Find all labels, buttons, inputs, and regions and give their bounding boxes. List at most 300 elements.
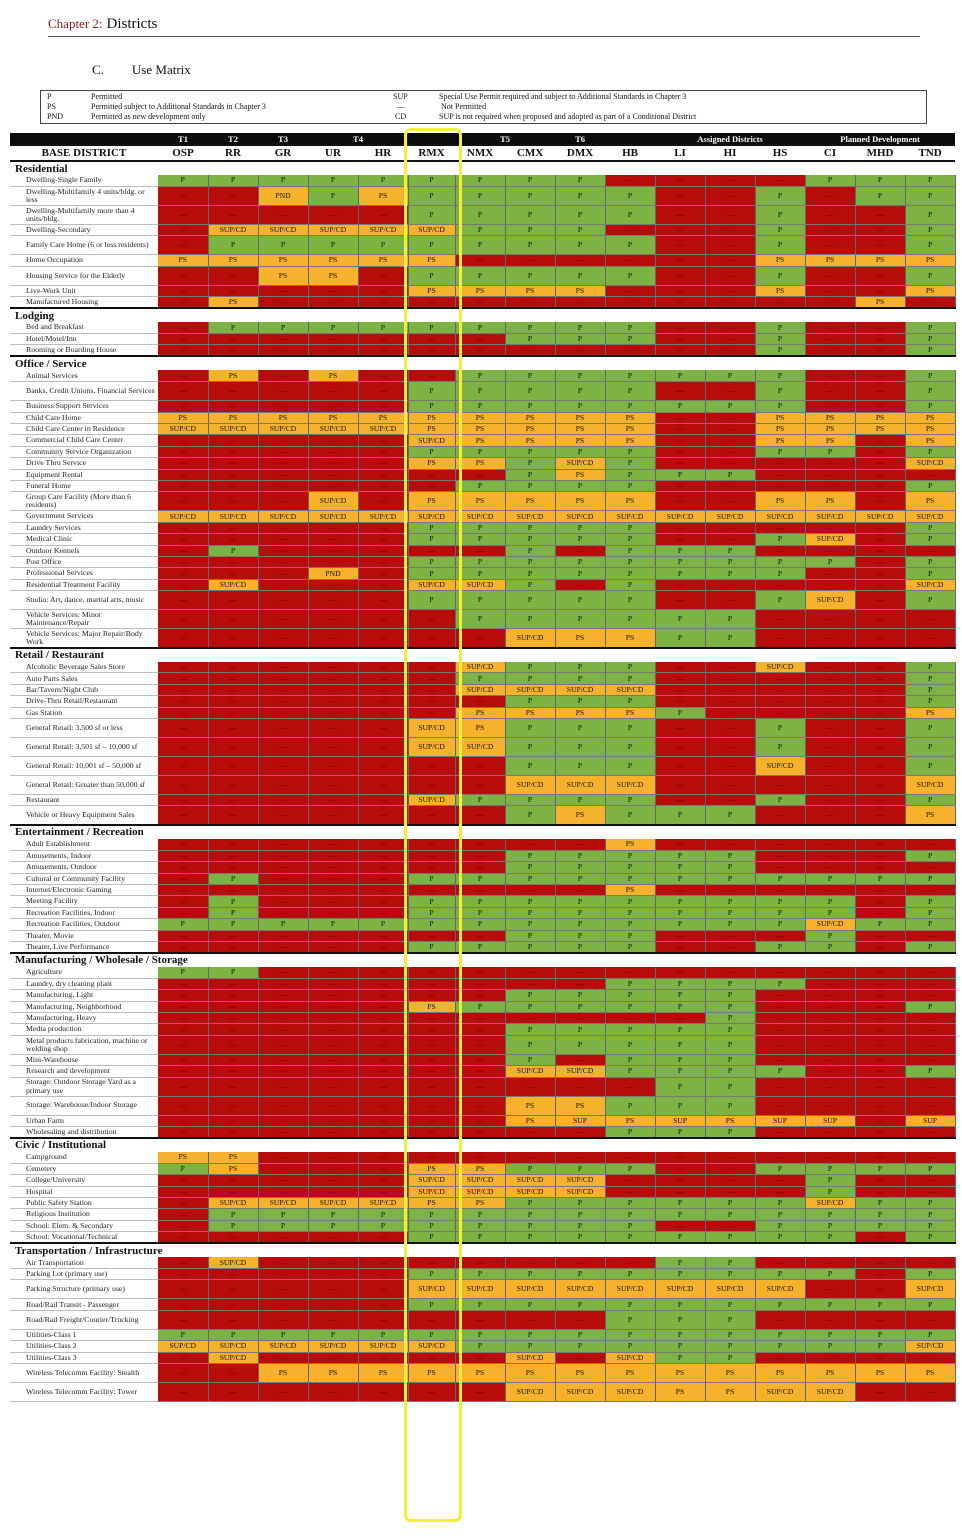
permission-cell: P	[605, 1001, 655, 1012]
permission-cell: P	[755, 236, 805, 255]
use-label: Religious Institution	[10, 1209, 158, 1220]
permission-cell: —	[208, 707, 258, 718]
permission-cell: P	[505, 1035, 555, 1054]
permission-cell: —	[158, 907, 208, 918]
permission-cell: —	[855, 1310, 905, 1329]
permission-cell: P	[555, 205, 605, 224]
permission-cell: P	[705, 1341, 755, 1352]
permission-cell: —	[158, 1383, 208, 1402]
permission-cell: P	[555, 990, 605, 1001]
permission-cell: P	[905, 1220, 955, 1231]
permission-cell: P	[905, 333, 955, 344]
permission-cell: P	[655, 370, 705, 381]
permission-cell: P	[358, 1220, 408, 1231]
permission-cell: —	[655, 266, 705, 285]
permission-cell: PS	[855, 412, 905, 423]
permission-cell: —	[555, 1013, 605, 1024]
permission-cell: P	[755, 719, 805, 738]
permission-cell: P	[705, 1257, 755, 1268]
permission-cell: P	[605, 469, 655, 480]
permission-cell: P	[655, 862, 705, 873]
permission-cell: SUP/CD	[805, 534, 855, 545]
permission-cell: —	[805, 967, 855, 978]
permission-cell: —	[705, 322, 755, 333]
permission-cell: —	[258, 1175, 308, 1186]
use-label: Theater, Live Performance	[10, 941, 158, 953]
permission-cell: —	[605, 345, 655, 357]
permission-cell: —	[258, 1163, 308, 1174]
permission-cell: P	[505, 236, 555, 255]
permission-cell: SUP/CD	[358, 1198, 408, 1209]
permission-cell: —	[805, 333, 855, 344]
permission-cell: —	[158, 1209, 208, 1220]
permission-cell: P	[705, 610, 755, 629]
permission-cell: —	[308, 629, 358, 648]
permission-cell: P	[505, 175, 555, 186]
use-row	[10, 1163, 955, 1174]
use-label: Vehicle or Heavy Equipment Sales	[10, 806, 158, 825]
use-row	[10, 673, 955, 684]
permission-cell: P	[258, 236, 308, 255]
permission-cell: —	[208, 1054, 258, 1065]
permission-cell: —	[505, 1077, 555, 1096]
permission-cell: —	[455, 629, 505, 648]
permission-cell: PS	[605, 412, 655, 423]
permission-cell: —	[655, 719, 705, 738]
legend-text: SUP is not required when proposed and adopted as part of a Conditional District	[439, 112, 697, 121]
permission-cell: —	[308, 757, 358, 776]
permission-cell: PS	[408, 285, 455, 296]
permission-cell: —	[455, 978, 505, 989]
permission-cell: —	[358, 1024, 408, 1035]
permission-cell: —	[158, 1035, 208, 1054]
permission-cell: P	[605, 919, 655, 930]
permission-cell: —	[455, 333, 505, 344]
use-label: Auto Parts Sales	[10, 673, 158, 684]
permission-cell: —	[455, 930, 505, 941]
permission-cell: —	[208, 469, 258, 480]
permission-cell: —	[555, 1152, 605, 1163]
permission-cell: —	[158, 480, 208, 491]
permission-cell: P	[755, 382, 805, 401]
permission-cell: —	[158, 545, 208, 556]
permission-cell: P	[555, 1163, 605, 1174]
permission-cell: P	[605, 591, 655, 610]
permission-cell: —	[655, 534, 705, 545]
permission-cell: —	[158, 696, 208, 707]
permission-cell: P	[705, 1066, 755, 1077]
category-heading: Lodging	[10, 308, 955, 322]
permission-cell: —	[258, 1383, 308, 1402]
group-header-blank	[10, 133, 158, 145]
permission-cell: —	[358, 1232, 408, 1244]
permission-cell: P	[605, 896, 655, 907]
permission-cell: —	[805, 684, 855, 695]
permission-cell: P	[555, 1220, 605, 1231]
permission-cell: —	[755, 458, 805, 469]
permission-cell: —	[655, 1175, 705, 1186]
permission-cell: —	[158, 795, 208, 806]
permission-cell: SUP/CD	[555, 1066, 605, 1077]
permission-cell: P	[408, 1299, 455, 1310]
permission-cell: SUP/CD	[755, 757, 805, 776]
permission-cell: P	[605, 806, 655, 825]
legend-code: PND	[47, 112, 64, 121]
permission-cell: P	[655, 1024, 705, 1035]
permission-cell: —	[905, 629, 955, 648]
permission-cell: —	[308, 896, 358, 907]
permission-cell: P	[655, 1257, 705, 1268]
use-label: Vehicle Services: Minor Maintenance/Repair	[10, 610, 158, 629]
permission-cell: P	[755, 568, 805, 579]
use-row	[10, 345, 955, 357]
permission-cell: P	[905, 757, 955, 776]
permission-cell: PS	[555, 412, 605, 423]
permission-cell: —	[455, 776, 505, 795]
use-row	[10, 806, 955, 825]
permission-cell: —	[258, 435, 308, 446]
permission-cell: —	[408, 967, 455, 978]
permission-cell: P	[905, 1269, 955, 1280]
permission-cell: —	[358, 862, 408, 873]
permission-cell: PS	[905, 1364, 955, 1383]
permission-cell: —	[855, 1269, 905, 1280]
use-label: Wholesaling and distribution	[10, 1126, 158, 1138]
permission-cell: P	[705, 896, 755, 907]
use-label: Laundry Services	[10, 522, 158, 533]
permission-cell: P	[408, 568, 455, 579]
permission-cell: —	[308, 1096, 358, 1115]
permission-cell: P	[308, 175, 358, 186]
use-row	[10, 662, 955, 673]
permission-cell: P	[505, 896, 555, 907]
use-row	[10, 492, 955, 511]
permission-cell: —	[755, 1024, 805, 1035]
permission-cell: P	[505, 205, 555, 224]
permission-cell: PS	[905, 412, 955, 423]
permission-cell: —	[805, 1096, 855, 1115]
permission-cell: PS	[855, 297, 905, 309]
permission-cell: —	[655, 333, 705, 344]
permission-cell: —	[905, 1186, 955, 1197]
permission-cell: —	[855, 345, 905, 357]
permission-cell: SUP/CD	[755, 511, 805, 522]
use-label: Campground	[10, 1152, 158, 1163]
permission-cell: PS	[505, 285, 555, 296]
permission-cell: —	[555, 978, 605, 989]
permission-cell: —	[805, 297, 855, 309]
permission-cell: SUP/CD	[208, 1198, 258, 1209]
permission-cell: P	[655, 1299, 705, 1310]
permission-cell: —	[308, 1352, 358, 1363]
permission-cell: P	[158, 1329, 208, 1340]
group-header-assigned: Assigned Districts	[655, 133, 805, 145]
permission-cell: P	[455, 896, 505, 907]
permission-cell: P	[905, 1001, 955, 1012]
permission-cell: —	[358, 738, 408, 757]
permission-cell: —	[805, 469, 855, 480]
permission-cell: P	[208, 545, 258, 556]
permission-cell: —	[158, 579, 208, 590]
permission-cell: —	[158, 629, 208, 648]
permission-cell: —	[855, 522, 905, 533]
permission-cell: P	[605, 873, 655, 884]
district-header-osp: OSP	[158, 145, 208, 161]
permission-cell: —	[258, 738, 308, 757]
permission-cell: PS	[408, 412, 455, 423]
permission-cell: —	[208, 990, 258, 1001]
permission-cell: PS	[555, 1364, 605, 1383]
permission-cell: P	[905, 236, 955, 255]
permission-cell: P	[505, 579, 555, 590]
permission-cell: —	[705, 696, 755, 707]
permission-cell: —	[855, 990, 905, 1001]
permission-cell: —	[358, 1163, 408, 1174]
permission-cell: P	[655, 545, 705, 556]
permission-cell: P	[905, 684, 955, 695]
permission-cell: —	[855, 492, 905, 511]
permission-cell: P	[505, 534, 555, 545]
permission-cell: —	[158, 1232, 208, 1244]
permission-cell: —	[308, 1257, 358, 1268]
permission-cell: —	[408, 1383, 455, 1402]
permission-cell: —	[358, 1054, 408, 1065]
permission-cell: P	[655, 1232, 705, 1244]
use-label: Live-Work Unit	[10, 285, 158, 296]
permission-cell: P	[605, 556, 655, 567]
permission-cell: PS	[755, 285, 805, 296]
permission-cell: —	[158, 1024, 208, 1035]
permission-cell: —	[805, 719, 855, 738]
permission-cell: —	[855, 534, 905, 545]
permission-cell: P	[655, 806, 705, 825]
permission-cell: P	[455, 480, 505, 491]
permission-cell: —	[308, 907, 358, 918]
permission-cell: PS	[555, 806, 605, 825]
permission-cell: —	[308, 795, 358, 806]
permission-cell: PS	[605, 1364, 655, 1383]
permission-cell: P	[505, 757, 555, 776]
group-header-gap	[408, 133, 455, 145]
permission-cell: —	[308, 1126, 358, 1138]
permission-cell: —	[208, 266, 258, 285]
permission-cell: SUP/CD	[408, 1175, 455, 1186]
permission-cell: —	[555, 1054, 605, 1065]
permission-cell: P	[905, 919, 955, 930]
permission-cell: P	[655, 978, 705, 989]
permission-cell: PS	[555, 285, 605, 296]
permission-cell: —	[805, 382, 855, 401]
use-row	[10, 1054, 955, 1065]
permission-cell: SUP/CD	[408, 738, 455, 757]
permission-cell: —	[505, 839, 555, 850]
use-row	[10, 1209, 955, 1220]
permission-cell: —	[308, 978, 358, 989]
permission-cell: P	[805, 446, 855, 457]
use-label: Community Service Organization	[10, 446, 158, 457]
permission-cell: —	[855, 684, 905, 695]
permission-cell: —	[855, 1077, 905, 1096]
permission-cell: P	[158, 1163, 208, 1174]
permission-cell: —	[855, 696, 905, 707]
permission-cell: —	[605, 285, 655, 296]
permission-cell: PS	[555, 435, 605, 446]
permission-cell: P	[655, 629, 705, 648]
permission-cell: P	[705, 545, 755, 556]
permission-cell: —	[805, 795, 855, 806]
permission-cell: —	[855, 579, 905, 590]
permission-cell: P	[905, 873, 955, 884]
permission-cell: —	[805, 568, 855, 579]
permission-cell: —	[755, 522, 805, 533]
use-label: Dwelling-Multifamily more than 4 units/bldg.	[10, 205, 158, 224]
use-label: Family Care Home (6 or less residents)	[10, 236, 158, 255]
permission-cell: —	[258, 556, 308, 567]
permission-cell: P	[705, 1126, 755, 1138]
permission-cell: —	[308, 684, 358, 695]
permission-cell: —	[705, 446, 755, 457]
permission-cell: —	[408, 990, 455, 1001]
category-row	[10, 356, 955, 370]
permission-cell: P	[505, 941, 555, 953]
permission-cell: P	[308, 186, 358, 205]
permission-cell: —	[755, 990, 805, 1001]
use-row	[10, 511, 955, 522]
permission-cell: P	[905, 175, 955, 186]
permission-cell: —	[258, 469, 308, 480]
permission-cell: PS	[905, 435, 955, 446]
permission-cell: P	[905, 1209, 955, 1220]
permission-cell: PS	[208, 370, 258, 381]
use-row	[10, 907, 955, 918]
permission-cell: PS	[308, 412, 358, 423]
permission-cell: —	[905, 839, 955, 850]
permission-cell: P	[705, 919, 755, 930]
permission-cell: P	[505, 370, 555, 381]
permission-cell: —	[208, 1126, 258, 1138]
permission-cell: P	[655, 896, 705, 907]
permission-cell: —	[158, 673, 208, 684]
permission-cell: —	[655, 480, 705, 491]
permission-cell: —	[505, 885, 555, 896]
permission-cell: —	[655, 382, 705, 401]
permission-cell: —	[855, 1024, 905, 1035]
permission-cell: P	[705, 907, 755, 918]
permission-cell: —	[208, 401, 258, 412]
permission-cell: —	[705, 579, 755, 590]
use-row	[10, 1024, 955, 1035]
permission-cell: —	[805, 1001, 855, 1012]
permission-cell: SUP/CD	[855, 511, 905, 522]
permission-cell: —	[905, 1126, 955, 1138]
use-row	[10, 1310, 955, 1329]
permission-cell: P	[605, 610, 655, 629]
permission-cell: SUP/CD	[705, 1280, 755, 1299]
permission-cell: —	[258, 333, 308, 344]
permission-cell: P	[455, 534, 505, 545]
permission-cell: P	[905, 401, 955, 412]
permission-cell: P	[308, 322, 358, 333]
permission-cell: —	[208, 1383, 258, 1402]
permission-cell: —	[805, 1126, 855, 1138]
use-label: Drive Thru Service	[10, 458, 158, 469]
permission-cell: —	[505, 255, 555, 266]
permission-cell: —	[755, 967, 805, 978]
use-row	[10, 1066, 955, 1077]
permission-cell: P	[455, 236, 505, 255]
permission-cell: —	[258, 297, 308, 309]
permission-cell: P	[755, 1269, 805, 1280]
permission-cell: —	[208, 522, 258, 533]
permission-cell: P	[505, 1220, 555, 1231]
permission-cell: P	[555, 719, 605, 738]
permission-cell: PS	[455, 1198, 505, 1209]
permission-cell: —	[358, 556, 408, 567]
permission-cell: —	[805, 850, 855, 861]
use-label: Storage: Warehouse/Indoor Storage	[10, 1096, 158, 1115]
permission-cell: PS	[358, 1364, 408, 1383]
permission-cell: —	[358, 1269, 408, 1280]
permission-cell: —	[408, 1352, 455, 1363]
permission-cell: —	[755, 1013, 805, 1024]
matrix-body	[10, 161, 955, 1402]
use-label: General Retail: 3,500 sf or less	[10, 719, 158, 738]
permission-cell: SUP/CD	[208, 424, 258, 435]
permission-cell: PS	[705, 1364, 755, 1383]
permission-cell: P	[605, 522, 655, 533]
permission-cell: P	[408, 1269, 455, 1280]
permission-cell: P	[258, 919, 308, 930]
permission-cell: —	[805, 1013, 855, 1024]
permission-cell: P	[408, 382, 455, 401]
permission-cell: —	[408, 1152, 455, 1163]
permission-cell: PS	[755, 435, 805, 446]
permission-cell: SUP/CD	[455, 738, 505, 757]
permission-cell: —	[258, 568, 308, 579]
permission-cell: —	[308, 610, 358, 629]
permission-cell: P	[755, 266, 805, 285]
permission-cell: P	[408, 205, 455, 224]
permission-cell: —	[308, 458, 358, 469]
permission-cell: —	[358, 591, 408, 610]
permission-cell: —	[158, 186, 208, 205]
permission-cell: —	[358, 1383, 408, 1402]
permission-cell: —	[755, 839, 805, 850]
permission-cell: —	[308, 435, 358, 446]
permission-cell: P	[805, 1299, 855, 1310]
permission-cell: —	[505, 1126, 555, 1138]
permission-cell: P	[555, 224, 605, 235]
permission-cell: —	[158, 719, 208, 738]
permission-cell: —	[208, 1013, 258, 1024]
permission-cell: P	[755, 345, 805, 357]
use-row	[10, 776, 955, 795]
permission-cell: —	[505, 1152, 555, 1163]
permission-cell: —	[655, 1013, 705, 1024]
permission-cell: P	[455, 673, 505, 684]
permission-cell: —	[258, 839, 308, 850]
permission-cell: —	[158, 839, 208, 850]
permission-cell: —	[805, 776, 855, 795]
category-heading: Civic / Institutional	[10, 1138, 955, 1152]
permission-cell: —	[855, 896, 905, 907]
permission-cell: P	[755, 907, 805, 918]
use-row	[10, 1013, 955, 1024]
permission-cell: —	[655, 885, 705, 896]
permission-cell: —	[258, 1299, 308, 1310]
use-label: Child Care Center in Residence	[10, 424, 158, 435]
permission-cell: —	[158, 1001, 208, 1012]
